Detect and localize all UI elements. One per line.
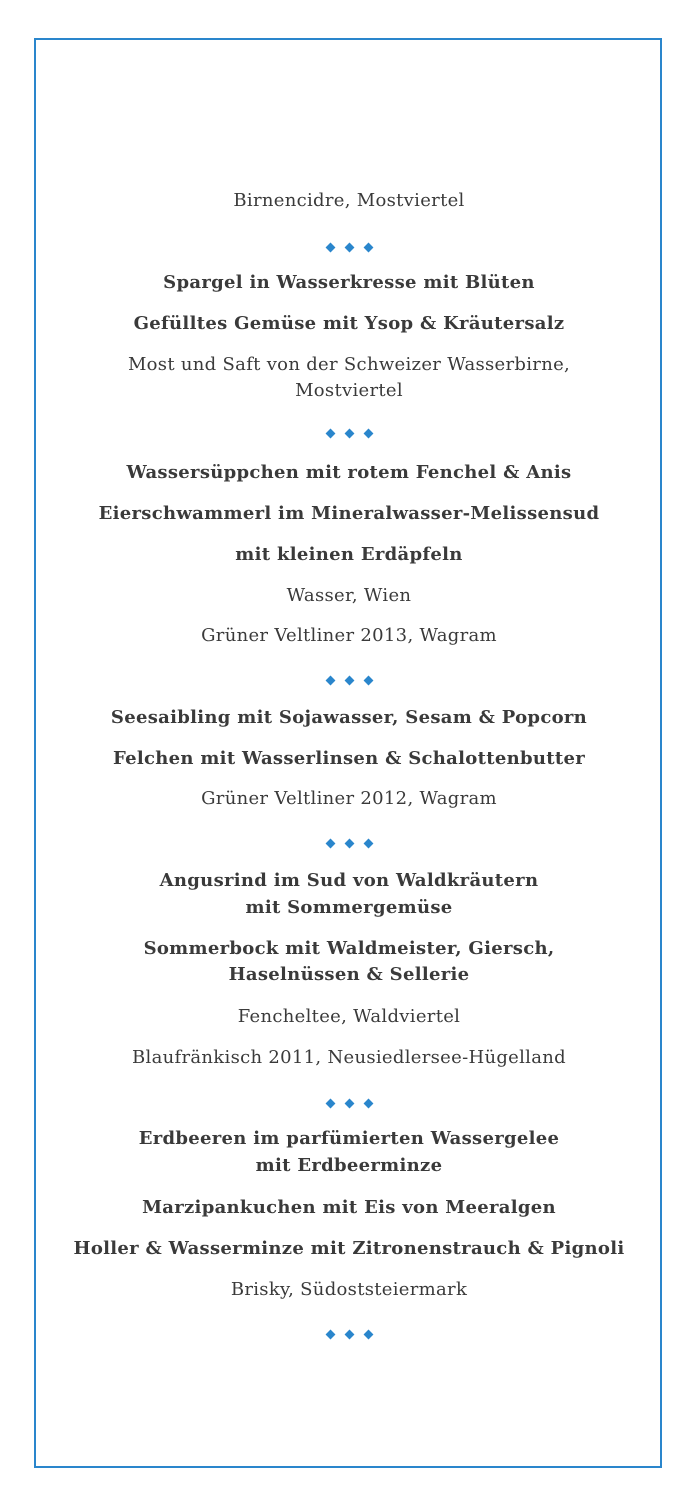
dish: Sommerbock mit Waldmeister, Giersch,	[143, 938, 555, 959]
dish: Seesaibling mit Sojawasser, Sesam & Popcorn	[110, 707, 588, 728]
dish: Wassersüppchen mit rotem Fenchel & Anis	[126, 462, 572, 483]
separator	[36, 236, 662, 250]
drink-pairing: Grüner Veltliner 2013, Wagram	[201, 625, 497, 646]
drink-pairing: Blaufränkisch 2011, Neusiedlersee-Hügelland	[132, 1047, 566, 1068]
dish: Gefülltes Gemüse mit Ysop & Kräutersalz	[133, 313, 565, 334]
dish: Eierschwammerl im Mineralwasser-Melissensud	[98, 503, 600, 524]
dish: Haselnüssen & Sellerie	[228, 964, 470, 985]
separator	[36, 1092, 662, 1106]
dish: Marzipankuchen mit Eis von Meeralgen	[142, 1197, 556, 1218]
separator	[36, 669, 662, 683]
drink-pairing: Wasser, Wien	[286, 585, 412, 606]
separator	[36, 832, 662, 846]
dish: mit Erdbeerminze	[255, 1155, 443, 1176]
drink-pairing: Most und Saft von der Schweizer Wasserbirne,	[127, 354, 571, 375]
separator	[36, 422, 662, 436]
dish: mit kleinen Erdäpfeln	[235, 544, 463, 565]
drink-pairing: Mostviertel	[295, 380, 403, 401]
dish: Felchen mit Wasserlinsen & Schalottenbutter	[113, 748, 585, 769]
dish: Holler & Wasserminze mit Zitronenstrauch & Pignoli	[73, 1238, 625, 1259]
drink-pairing: Fencheltee, Waldviertel	[237, 1006, 461, 1027]
dish: mit Sommergemüse	[245, 897, 453, 918]
drink-aperitif: Birnencidre, Mostviertel	[233, 190, 465, 211]
drink-pairing: Brisky, Südoststeiermark	[230, 1279, 468, 1300]
dish: Erdbeeren im parfümierten Wassergelee	[138, 1128, 560, 1149]
dish: Spargel in Wasserkresse mit Blüten	[163, 272, 535, 293]
dish: Angusrind im Sud von Waldkräutern	[159, 870, 539, 891]
separator	[36, 1323, 662, 1337]
drink-pairing: Grüner Veltliner 2012, Wagram	[201, 788, 497, 809]
